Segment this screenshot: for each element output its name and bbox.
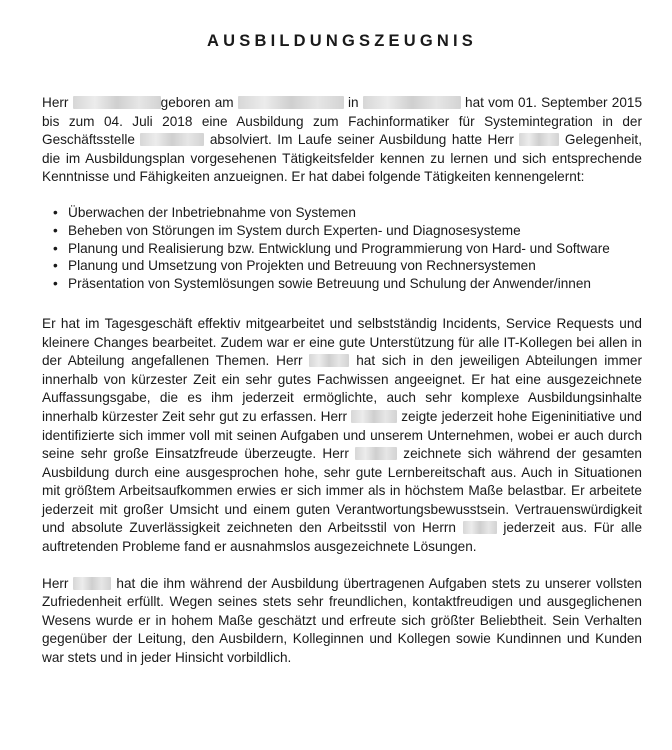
redacted-name	[355, 447, 397, 460]
intro-paragraph	[42, 94, 642, 187]
redacted-office	[140, 133, 204, 146]
performance-paragraph	[42, 315, 642, 557]
intro-text-6: Gelegenheit, die im Ausbildungsplan vorgesehenen Tätigkeitsfelder kennen zu lernen und sich entsprechende Kenntnisse und Fähigkeiten anzueignen. Er hat dabei folgende Tätigkeiten kennengelernt:	[42, 132, 642, 185]
redacted-name	[309, 354, 349, 367]
redacted-name	[73, 577, 111, 590]
intro-text-2: geboren am	[160, 95, 234, 110]
redacted-name	[519, 133, 559, 146]
redacted-name	[463, 521, 497, 534]
task-item: • Beheben von Störungen im System durch Experten- und Diagnosesysteme	[42, 222, 642, 240]
conduct-text-1: Herr	[42, 575, 69, 591]
document-title: AUSBILDUNGSZEUGNIS	[207, 32, 477, 50]
intro-text-1: Herr	[42, 95, 69, 110]
redacted-name	[73, 96, 161, 109]
performance-text-2: hat sich in den jeweiligen Abteilungen immer innerhalb von kürzester Zeit ein sehr gutes Fachwissen angeeignet. Er hat eine ausgezeichnete Auffassungsgabe, die es ihm jederzeit ermöglichte, auch sehr komplexe Ausbildungsinhalte innerhalb kürzester Zeit sehr gut zu erfassen. Herr	[42, 353, 642, 424]
performance-text-1: Er hat im Tagesgeschäft effektiv mitgearbeitet und selbstständig Incidents, Service Requests und kleinere Changes bearbeitet. Zudem war er eine gute Unterstützung für alle IT-Kollegen bei allen in der Abteilung angefallenen Themen. Herr	[42, 315, 642, 369]
intro-text-5: absolviert. Im Laufe seiner Ausbildung hatte Herr	[209, 132, 514, 148]
redacted-name	[351, 410, 397, 423]
intro-text-3: in	[348, 95, 359, 110]
performance-text-5: jederzeit aus. Für alle auftretenden Probleme fand er ausnahmslos ausgezeichnete Lösungen.	[42, 520, 643, 555]
task-item: • Planung und Umsetzung von Projekten und Betreuung von Rechnersystemen	[42, 257, 642, 275]
task-item: • Überwachen der Inbetriebnahme von Systemen	[42, 204, 642, 222]
redacted-birthdate	[238, 96, 344, 109]
task-item: • Präsentation von Systemlösungen sowie Betreuung und Schulung der Anwender/innen	[42, 275, 642, 293]
intro-text-4: hat vom 01. September 2015 bis zum 04. Juli 2018 eine Ausbildung zum Fachinformatiker für Systemintegration in der Geschäftsstelle	[42, 95, 643, 148]
task-item: • Planung und Realisierung bzw. Entwicklung und Programmierung von Hard- und Software	[42, 240, 642, 258]
redacted-birthplace	[363, 96, 461, 109]
performance-text-3: zeigte jederzeit hohe Eigeninitiative und identifizierte sich immer voll mit seinen Aufgaben und unserem Unternehmen, wobei er auch durch seine sehr große Einsatzfreude überzeugte. Herr	[42, 408, 642, 462]
performance-text-4: zeichnete sich während der gesamten Ausbildung durch eine ausgesprochen hohe, sehr gute Lernbereitschaft aus. Auch in Situationen mit größtem Arbeitsaufkommen erwies er sich immer als in höchstem Maße belastbar. Er arbeitete jederzeit mit großer Umsicht und einem guten Verantwortungsbewusstsein. Vertrauenswürdigkeit und absolute Zuverlässigkeit zeichneten den Arbeitsstil von Herrn	[42, 446, 642, 536]
conduct-text-2: hat die ihm während der Ausbildung übertragenen Aufgaben stets zu unserer vollsten Zufriedenheit erfüllt. Wegen seines stets sehr freundlichen, kontaktfreudigen und ausgeglichenen Wesens wurde er in hohem Maße geschätzt und erfreute sich größter Beliebtheit. Sein Verhalten gegenüber der Leitung, den Ausbildern, Kolleginnen und Kollegen sowie Kundinnen und Kunden war stets und in jeder Hinsicht vorbildlich.	[42, 575, 642, 666]
task-list	[42, 204, 642, 293]
conduct-paragraph	[42, 575, 642, 668]
